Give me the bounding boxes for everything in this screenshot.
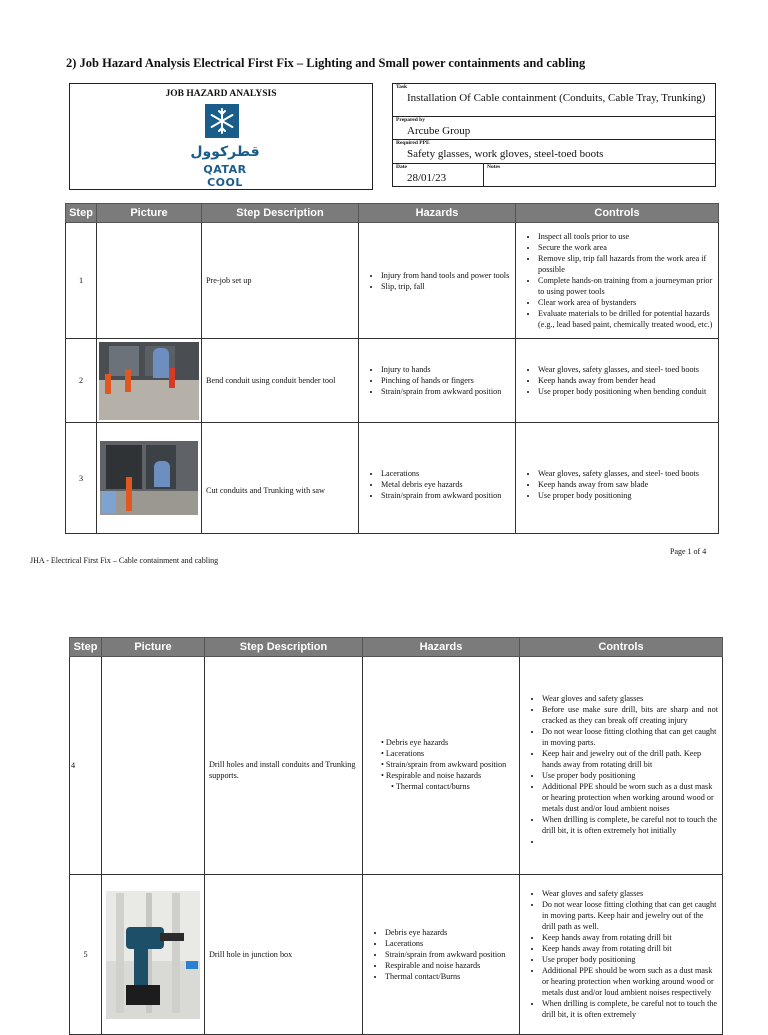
control-item: • Use proper body positioning when bending conduit	[538, 386, 714, 397]
col-step: Step	[70, 638, 102, 657]
hazard-item: • Pinching of hands or fingers	[381, 375, 511, 386]
step-description: Pre-job set up	[202, 223, 359, 339]
hazard-item: • Strain/sprain from awkward position	[385, 949, 515, 960]
picture-cell	[97, 423, 202, 534]
jha-header-box	[69, 83, 373, 190]
control-item: • Use proper body positioning	[538, 490, 714, 501]
control-item: • Use proper body positioning	[542, 770, 718, 781]
ppe-field	[392, 139, 716, 164]
control-item: • When drilling is complete, be careful not to touch the drill bit, it is often extremely hot initially	[542, 814, 718, 836]
control-item: • Keep hair and jewelry out of the drill path. Keep hands away from rotating drill bit	[542, 748, 718, 770]
controls-cell	[516, 223, 719, 339]
jha-table-page1	[65, 203, 719, 534]
col-step: Step	[66, 204, 97, 223]
picture-cell-empty	[97, 223, 202, 339]
table-row	[66, 223, 719, 339]
control-item: • When drilling is complete, be careful not to touch the drill bit, it is often extremely	[542, 998, 718, 1020]
hazard-item: • Lacerations	[381, 468, 511, 479]
hazard-item: • Strain/sprain from awkward position	[381, 759, 515, 770]
control-item: • Secure the work area	[538, 242, 714, 253]
col-picture: Picture	[97, 204, 202, 223]
control-item: • Additional PPE should be worn such as a dust mask or hearing protection when working around wood or metals dust and/or loud ambient noises	[542, 781, 718, 814]
col-controls: Controls	[520, 638, 723, 657]
control-item: • Additional PPE should be worn such as a dust mask or hearing protection when working around wood or metals dust and/or loud ambient noises respectively	[542, 965, 718, 998]
col-description: Step Description	[205, 638, 363, 657]
document-title: 2) Job Hazard Analysis Electrical First Fix – Lighting and Small power containments and cabling	[66, 56, 586, 70]
control-item: • Evaluate materials to be drilled for potential hazards (e.g., lead based paint, chemically treated wood, etc.)	[538, 308, 714, 330]
conduit-bending-photo	[99, 342, 199, 420]
table-row	[70, 875, 723, 1035]
control-item: • Use proper body positioning	[542, 954, 718, 965]
hazard-item: • Debris eye hazards	[385, 927, 515, 938]
hazard-item: • Thermal contact/Burns	[385, 971, 515, 982]
date-field	[392, 163, 484, 187]
col-hazards: Hazards	[359, 204, 516, 223]
control-item	[542, 836, 718, 847]
control-item: • Clear work area of bystanders	[538, 297, 714, 308]
jha-table-page2	[69, 637, 723, 1035]
task-value: Installation Of Cable containment (Conduits, Cable Tray, Trunking)	[407, 92, 706, 104]
hazard-item: • Slip, trip, fall	[381, 281, 511, 292]
control-item: • Wear gloves and safety glasses	[542, 888, 718, 899]
logo-arabic-text: قطركوول	[190, 144, 260, 160]
prepared-field	[392, 116, 716, 140]
hazard-item: • Respirable and noise hazards	[385, 960, 515, 971]
col-description: Step Description	[202, 204, 359, 223]
task-field	[392, 83, 716, 117]
jha-label: JOB HAZARD ANALYSIS	[165, 89, 277, 99]
step-description: Cut conduits and Trunking with saw	[202, 423, 359, 534]
hazard-item: • Injury from hand tools and power tools	[381, 270, 511, 281]
hazard-item: • Strain/sprain from awkward position	[381, 490, 511, 501]
control-item: • Before use make sure drill, bits are sharp and not cracked as they can break off creating injury	[542, 704, 718, 726]
control-item: • Wear gloves and safety glasses	[542, 693, 718, 704]
control-item: • Complete hands-on training from a journeyman prior to using power tools	[538, 275, 714, 297]
controls-cell	[516, 423, 719, 534]
table-row	[70, 657, 723, 875]
control-item: • Do not wear loose fitting clothing that can get caught in moving parts.	[542, 726, 718, 748]
hazard-item: • Strain/sprain from awkward position	[381, 386, 511, 397]
step-number: 4	[70, 657, 102, 875]
table-row	[66, 423, 719, 534]
snowflake-icon	[205, 104, 239, 138]
hazards-cell	[363, 875, 520, 1035]
control-item: • Remove slip, trip fall hazards from the work area if possible	[538, 253, 714, 275]
step-number: 3	[66, 423, 97, 534]
step-number: 1	[66, 223, 97, 339]
control-item: • Wear gloves, safety glasses, and steel- toed boots	[538, 364, 714, 375]
page-number: Page 1 of 4	[670, 547, 707, 556]
control-item: • Keep hands away from rotating drill bit	[542, 943, 718, 954]
col-picture: Picture	[102, 638, 205, 657]
control-item: • Inspect all tools prior to use	[538, 231, 714, 242]
picture-cell	[97, 339, 202, 423]
qatar-cool-logo	[185, 104, 265, 189]
drill-photo	[106, 891, 200, 1019]
hazard-item: • Debris eye hazards	[381, 737, 515, 748]
hazard-item: • Thermal contact/burns	[381, 781, 515, 792]
hazards-cell	[359, 339, 516, 423]
table-row	[66, 339, 719, 423]
picture-cell	[102, 875, 205, 1035]
prepared-caption: Prepared by	[396, 117, 425, 123]
hazard-item: • Lacerations	[381, 748, 515, 759]
controls-cell	[520, 875, 723, 1035]
col-controls: Controls	[516, 204, 719, 223]
logo-latin-text: QATAR COOL	[203, 163, 247, 189]
controls-cell	[520, 657, 723, 875]
prepared-value: Arcube Group	[407, 125, 471, 137]
hazard-item: • Injury to hands	[381, 364, 511, 375]
picture-cell-empty	[102, 657, 205, 875]
conduit-cutting-photo	[100, 441, 198, 515]
table-header-row	[66, 204, 719, 223]
control-item: • Do not wear loose fitting clothing that can get caught in moving parts. Keep hair and jewelry out of the drill path as well.	[542, 899, 718, 932]
step-description: Drill holes and install conduits and Trunking supports.	[205, 657, 363, 875]
table-header-row	[70, 638, 723, 657]
step-number: 5	[70, 875, 102, 1035]
controls-cell	[516, 339, 719, 423]
ppe-caption: Required PPE	[396, 140, 430, 146]
date-value: 28/01/23	[407, 172, 447, 184]
control-item: • Keep hands away from saw blade	[538, 479, 714, 490]
hazard-item: • Lacerations	[385, 938, 515, 949]
date-caption: Date	[396, 164, 407, 170]
control-item: • Keep hands away from bender head	[538, 375, 714, 386]
control-item: • Keep hands away from rotating drill bit	[542, 932, 718, 943]
task-caption: Task	[396, 84, 408, 90]
step-description: Bend conduit using conduit bender tool	[202, 339, 359, 423]
step-description: Drill hole in junction box	[205, 875, 363, 1035]
step-number: 2	[66, 339, 97, 423]
hazard-item: • Metal debris eye hazards	[381, 479, 511, 490]
control-item: • Wear gloves, safety glasses, and steel- toed boots	[538, 468, 714, 479]
hazards-cell	[363, 657, 520, 875]
col-hazards: Hazards	[363, 638, 520, 657]
notes-caption: Notes	[487, 164, 501, 170]
footer-text: JHA - Electrical First Fix – Cable containment and cabling	[30, 556, 219, 565]
hazards-cell	[359, 223, 516, 339]
notes-field	[483, 163, 716, 187]
hazard-item: • Respirable and noise hazards	[381, 770, 515, 781]
ppe-value: Safety glasses, work gloves, steel-toed boots	[407, 148, 604, 160]
hazards-cell	[359, 423, 516, 534]
